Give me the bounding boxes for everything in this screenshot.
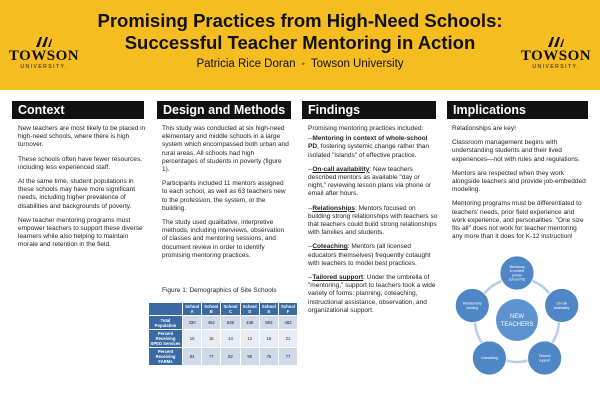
cycle-node-label: Relationship <box>462 301 482 306</box>
cycle-node-label: On-call <box>556 301 568 306</box>
mentoring-cycle-diagram <box>445 252 590 392</box>
towson-logo-right <box>516 36 596 71</box>
finding-text: : New teachers described mentors as available "day or night," reviewing lesson plans via phone or email after hours. <box>308 165 431 198</box>
design-paragraph: Participants included 11 mentors assigned to each school, as well as 63 teachers new to the profession, the system, or the building. <box>162 180 286 212</box>
poster-header <box>0 0 600 90</box>
design-column <box>162 125 290 266</box>
design-paragraph: This study was conducted at six high-need elementary and middle schools in a large system which encompassed both urban and rural areas. All schools had high percentages of students in poverty (figure 1). <box>162 125 289 174</box>
cycle-node-label: building <box>466 305 479 310</box>
table-cell: 803 <box>259 316 278 330</box>
cycle-node-label: Coteaching <box>480 356 498 361</box>
table-cell: 463 <box>278 316 297 330</box>
implications-paragraph: Mentors are respected when they work alongside teachers and provide job-embedded modeling. <box>452 169 586 194</box>
implications-paragraph: Mentoring programs must be differentiated to teachers' needs, prior field experience and work experience, and personalities. "One size fits all" does not work for teacher mentoring any more than it does for K-12 instruction! <box>452 200 584 241</box>
cycle-node-label: Mentoring <box>509 264 525 269</box>
tiger-stripe-icon <box>547 36 565 48</box>
table-cell: 90 <box>240 348 259 366</box>
context-paragraph: At the same time, student populations in these schools may have more significant needs, including higher prevalence of disabilities and backgrounds of poverty. <box>18 178 136 210</box>
table-column-header: School B <box>202 303 221 316</box>
finding-item: --Relationships: Mentors focused on building strong relationships with teachers so that teachers could build strong relationships with families and students. <box>308 204 438 237</box>
finding-title: Tailored support <box>312 274 364 282</box>
finding-text: , fostering systemic change rather than isolated "islands" of effective practice. <box>308 143 430 159</box>
logo-name: TOWSON <box>8 48 80 64</box>
table-row-header: Total Population <box>149 316 183 330</box>
towson-logo-left <box>4 36 84 71</box>
title-line-2: Successful Teacher Mentoring in Action <box>124 32 476 53</box>
center-label-line-2: TEACHERS <box>500 322 534 328</box>
poster-title <box>90 10 510 54</box>
implications-column <box>452 125 586 247</box>
table-cell: 77 <box>202 348 221 366</box>
cycle-node-label: (whole <box>512 273 522 278</box>
table-cell: 21 <box>278 330 297 348</box>
implications-heading: Implications <box>447 101 588 119</box>
finding-title: Relationships <box>312 204 355 212</box>
logo-sub: UNIVERSITY. <box>532 64 580 70</box>
table-header-row <box>149 303 298 316</box>
finding-text: : Under the umbrella of "mentoring," support to teachers took a wide variety of forms: planning, coteaching, instructional assistance, observation, and organizational support. <box>308 274 436 314</box>
findings-intro: Promising mentoring practices included: <box>308 125 424 132</box>
finding-title: Coteaching <box>312 243 348 251</box>
finding-item: --Mentoring in context of whole-school PD, fostering systemic change rather than isolated "islands" of effective practice. <box>308 135 430 159</box>
finding-title: On-call availability <box>312 165 370 173</box>
tiger-stripe-icon <box>35 36 53 48</box>
finding-item: --Tailored support: Under the umbrella of "mentoring," support to teachers took a wide variety of forms: planning, coteaching, instructional assistance, observation, and organizational support. <box>308 274 436 314</box>
table-row <box>149 348 298 366</box>
logo-sub: UNIVERSITY. <box>20 64 68 70</box>
table-cell: 12 <box>240 330 259 348</box>
findings-column <box>308 125 438 321</box>
table-cell: 330 <box>183 316 202 330</box>
table-row-header: Percent Receiving SPED Services <box>149 330 183 348</box>
table-cell: 15 <box>202 330 221 348</box>
finding-text: : Mentors (all licensed educators themselves) frequently cotaught with teachers to model best practices. <box>308 243 431 267</box>
context-column <box>18 125 146 256</box>
design-heading: Design and Methods <box>157 101 291 119</box>
finding-item: --On-call availability: New teachers described mentors as available "day or night," reviewing lesson plans via phone or email after hours. <box>308 165 431 198</box>
table-row <box>149 330 298 348</box>
table-cell: 452 <box>202 316 221 330</box>
center-circle <box>496 299 538 341</box>
table-corner-cell <box>149 303 183 316</box>
finding-item: --Coteaching: Mentors (all licensed educators themselves) frequently cotaught with teachers to model best practices. <box>308 243 431 267</box>
findings-heading: Findings <box>302 101 436 119</box>
separator-dot: • <box>301 59 305 69</box>
finding-title: Mentoring in context of whole-school PD <box>308 135 428 151</box>
logo-name: TOWSON <box>520 48 592 64</box>
table-cell: 82 <box>221 348 240 366</box>
implications-paragraph: Classroom management begins with understanding students and their lived experiences—not with rules and regulations. <box>452 139 580 163</box>
author-line <box>90 58 510 70</box>
cycle-node-label: availability <box>553 305 570 310</box>
context-paragraph: New teacher mentoring programs must empower teachers to support these diverse learners while also helping to maintain morale and retention in the field. <box>18 216 143 249</box>
title-line-1: Promising Practices from High-Need Schools: <box>97 10 503 31</box>
cycle-node-label: Tailored <box>538 354 551 359</box>
table-column-header: School D <box>240 303 259 316</box>
context-heading: Context <box>12 101 144 119</box>
context-paragraph: New teachers are most likely to be placed in high-need schools, where there is high turnover. <box>18 125 146 149</box>
table-cell: 84 <box>183 348 202 366</box>
context-paragraph: These schools often have fewer resources, including less experienced staff. <box>18 155 142 171</box>
table-row-header: Percent Receiving FARMs <box>149 348 183 366</box>
table-column-header: School E <box>259 303 278 316</box>
cycle-node-label: support <box>538 358 551 363</box>
table-cell: 77 <box>278 348 297 366</box>
table-cell: 549 <box>221 316 240 330</box>
table-cell: 10 <box>183 330 202 348</box>
demographics-table <box>148 302 298 366</box>
design-paragraph: The study used qualitative, interpretive methods, including interviews, observation of classes and mentoring sessions, and document review in order to identify promising mentoring practices. <box>162 219 285 259</box>
table-column-header: School A <box>183 303 202 316</box>
institution-name: Towson University <box>310 58 404 70</box>
figure-caption: Figure 1: Demographics of Site Schools <box>162 287 277 294</box>
cycle-node-label: in context <box>509 269 525 274</box>
table-column-header: School F <box>278 303 297 316</box>
table-cell: 75 <box>259 348 278 366</box>
center-label-line-1: NEW <box>510 314 524 320</box>
table-cell: 15 <box>259 330 278 348</box>
cycle-node-label: school PD) <box>508 277 526 282</box>
table-cell: 448 <box>240 316 259 330</box>
table-column-header: School C <box>221 303 240 316</box>
finding-text: : Mentors focused on building strong relationships with teachers so that teachers could build strong relationships with families and students. <box>308 204 438 237</box>
author-name: Patricia Rice Doran <box>196 58 296 70</box>
table-cell: 14 <box>221 330 240 348</box>
table-row <box>149 316 298 330</box>
implications-paragraph: Relationships are key! <box>452 125 516 132</box>
